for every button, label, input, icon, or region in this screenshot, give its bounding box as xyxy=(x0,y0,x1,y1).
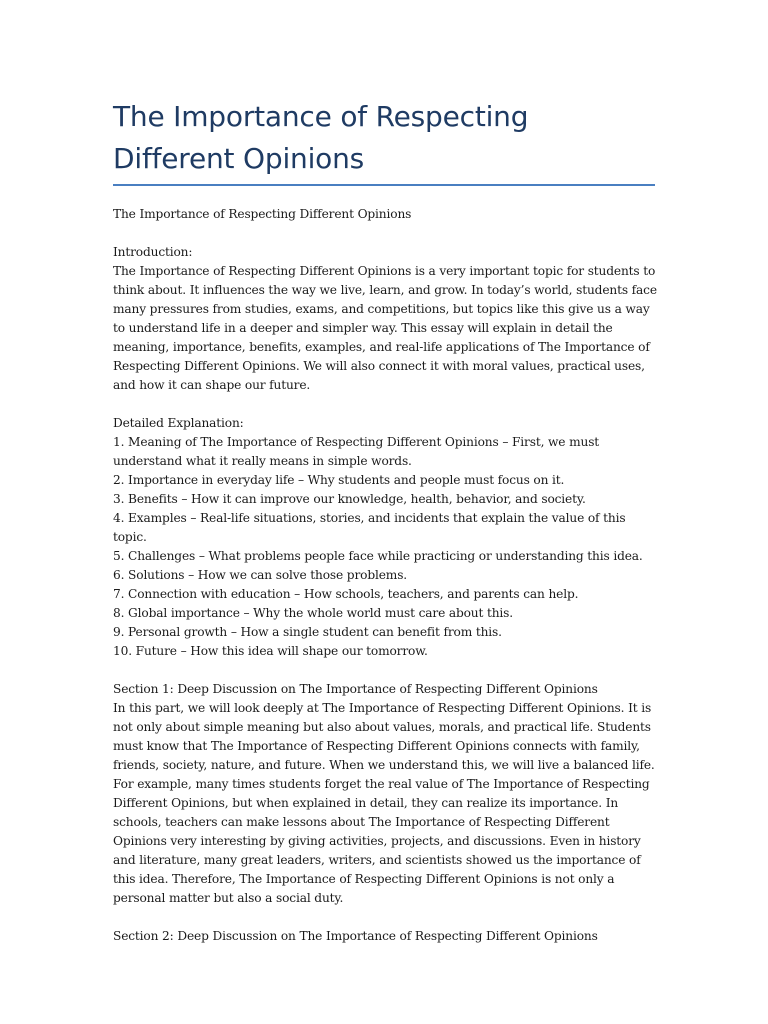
subtitle-line: The Importance of Respecting Different Opinions xyxy=(113,207,412,221)
document-title: The Importance of Respecting Different Opinions xyxy=(113,100,529,175)
section2-heading: Section 2: Deep Discussion on The Importance of Respecting Different Opinions xyxy=(113,929,598,943)
detail-heading: Detailed Explanation: xyxy=(113,416,244,430)
detail-item: 3. Benefits – How it can improve our knowledge, health, behavior, and society. xyxy=(113,492,586,506)
section1-heading: Section 1: Deep Discussion on The Importance of Respecting Different Opinions xyxy=(113,682,598,696)
detail-item: 10. Future – How this idea will shape our tomorrow. xyxy=(113,644,428,658)
detail-item: 6. Solutions – How we can solve those problems. xyxy=(113,568,408,582)
document-page xyxy=(113,96,658,946)
intro-paragraph: The Importance of Respecting Different Opinions is a very important topic for students to think about. It influences the way we live, learn, and grow. In today’s world, students face many pressures from studies, exams, and competitions, but topics like this give us a way to understand life in a deeper and simpler way. This essay will explain in detail the meaning, importance, benefits, examples, and real-life applications of The Importance of Respecting Different Opinions. We will also connect it with moral values, practical uses, and how it can shape our future. xyxy=(113,264,657,392)
detail-item: 9. Personal growth – How a single student can benefit from this. xyxy=(113,625,502,639)
detail-item: 1. Meaning of The Importance of Respecting Different Opinions – First, we must understand what it really means in simple words. xyxy=(113,435,600,468)
document-body xyxy=(113,205,658,946)
paragraph-gap xyxy=(113,224,658,243)
intro-heading: Introduction: xyxy=(113,245,193,259)
detail-item: 7. Connection with education – How schools, teachers, and parents can help. xyxy=(113,587,579,601)
paragraph-gap xyxy=(113,395,658,414)
section1-paragraph: In this part, we will look deeply at The Importance of Respecting Different Opinions. It is not only about simple meaning but also about values, morals, and practical life. Students must know that The Importance of Respecting Different Opinions connects with family, friends, society, nature, and future. When we understand this, we will live a balanced life. For example, many times students forget the real value of The Importance of Respecting Different Opinions, but when explained in detail, they can realize its importance. In schools, teachers can make lessons about The Importance of Respecting Different Opinions very interesting by giving activities, projects, and discussions. Even in history and literature, many great leaders, writers, and scientists showed us the importance of this idea. Therefore, The Importance of Respecting Different Opinions is not only a personal matter but also a social duty. xyxy=(113,701,655,905)
paragraph-gap xyxy=(113,661,658,680)
detail-item: 8. Global importance – Why the whole world must care about this. xyxy=(113,606,514,620)
title-divider xyxy=(113,184,655,186)
detail-item: 4. Examples – Real-life situations, stories, and incidents that explain the value of this topic. xyxy=(113,511,626,544)
detail-item: 5. Challenges – What problems people face while practicing or understanding this idea. xyxy=(113,549,643,563)
detail-item: 2. Importance in everyday life – Why students and people must focus on it. xyxy=(113,473,565,487)
paragraph-gap xyxy=(113,908,658,927)
